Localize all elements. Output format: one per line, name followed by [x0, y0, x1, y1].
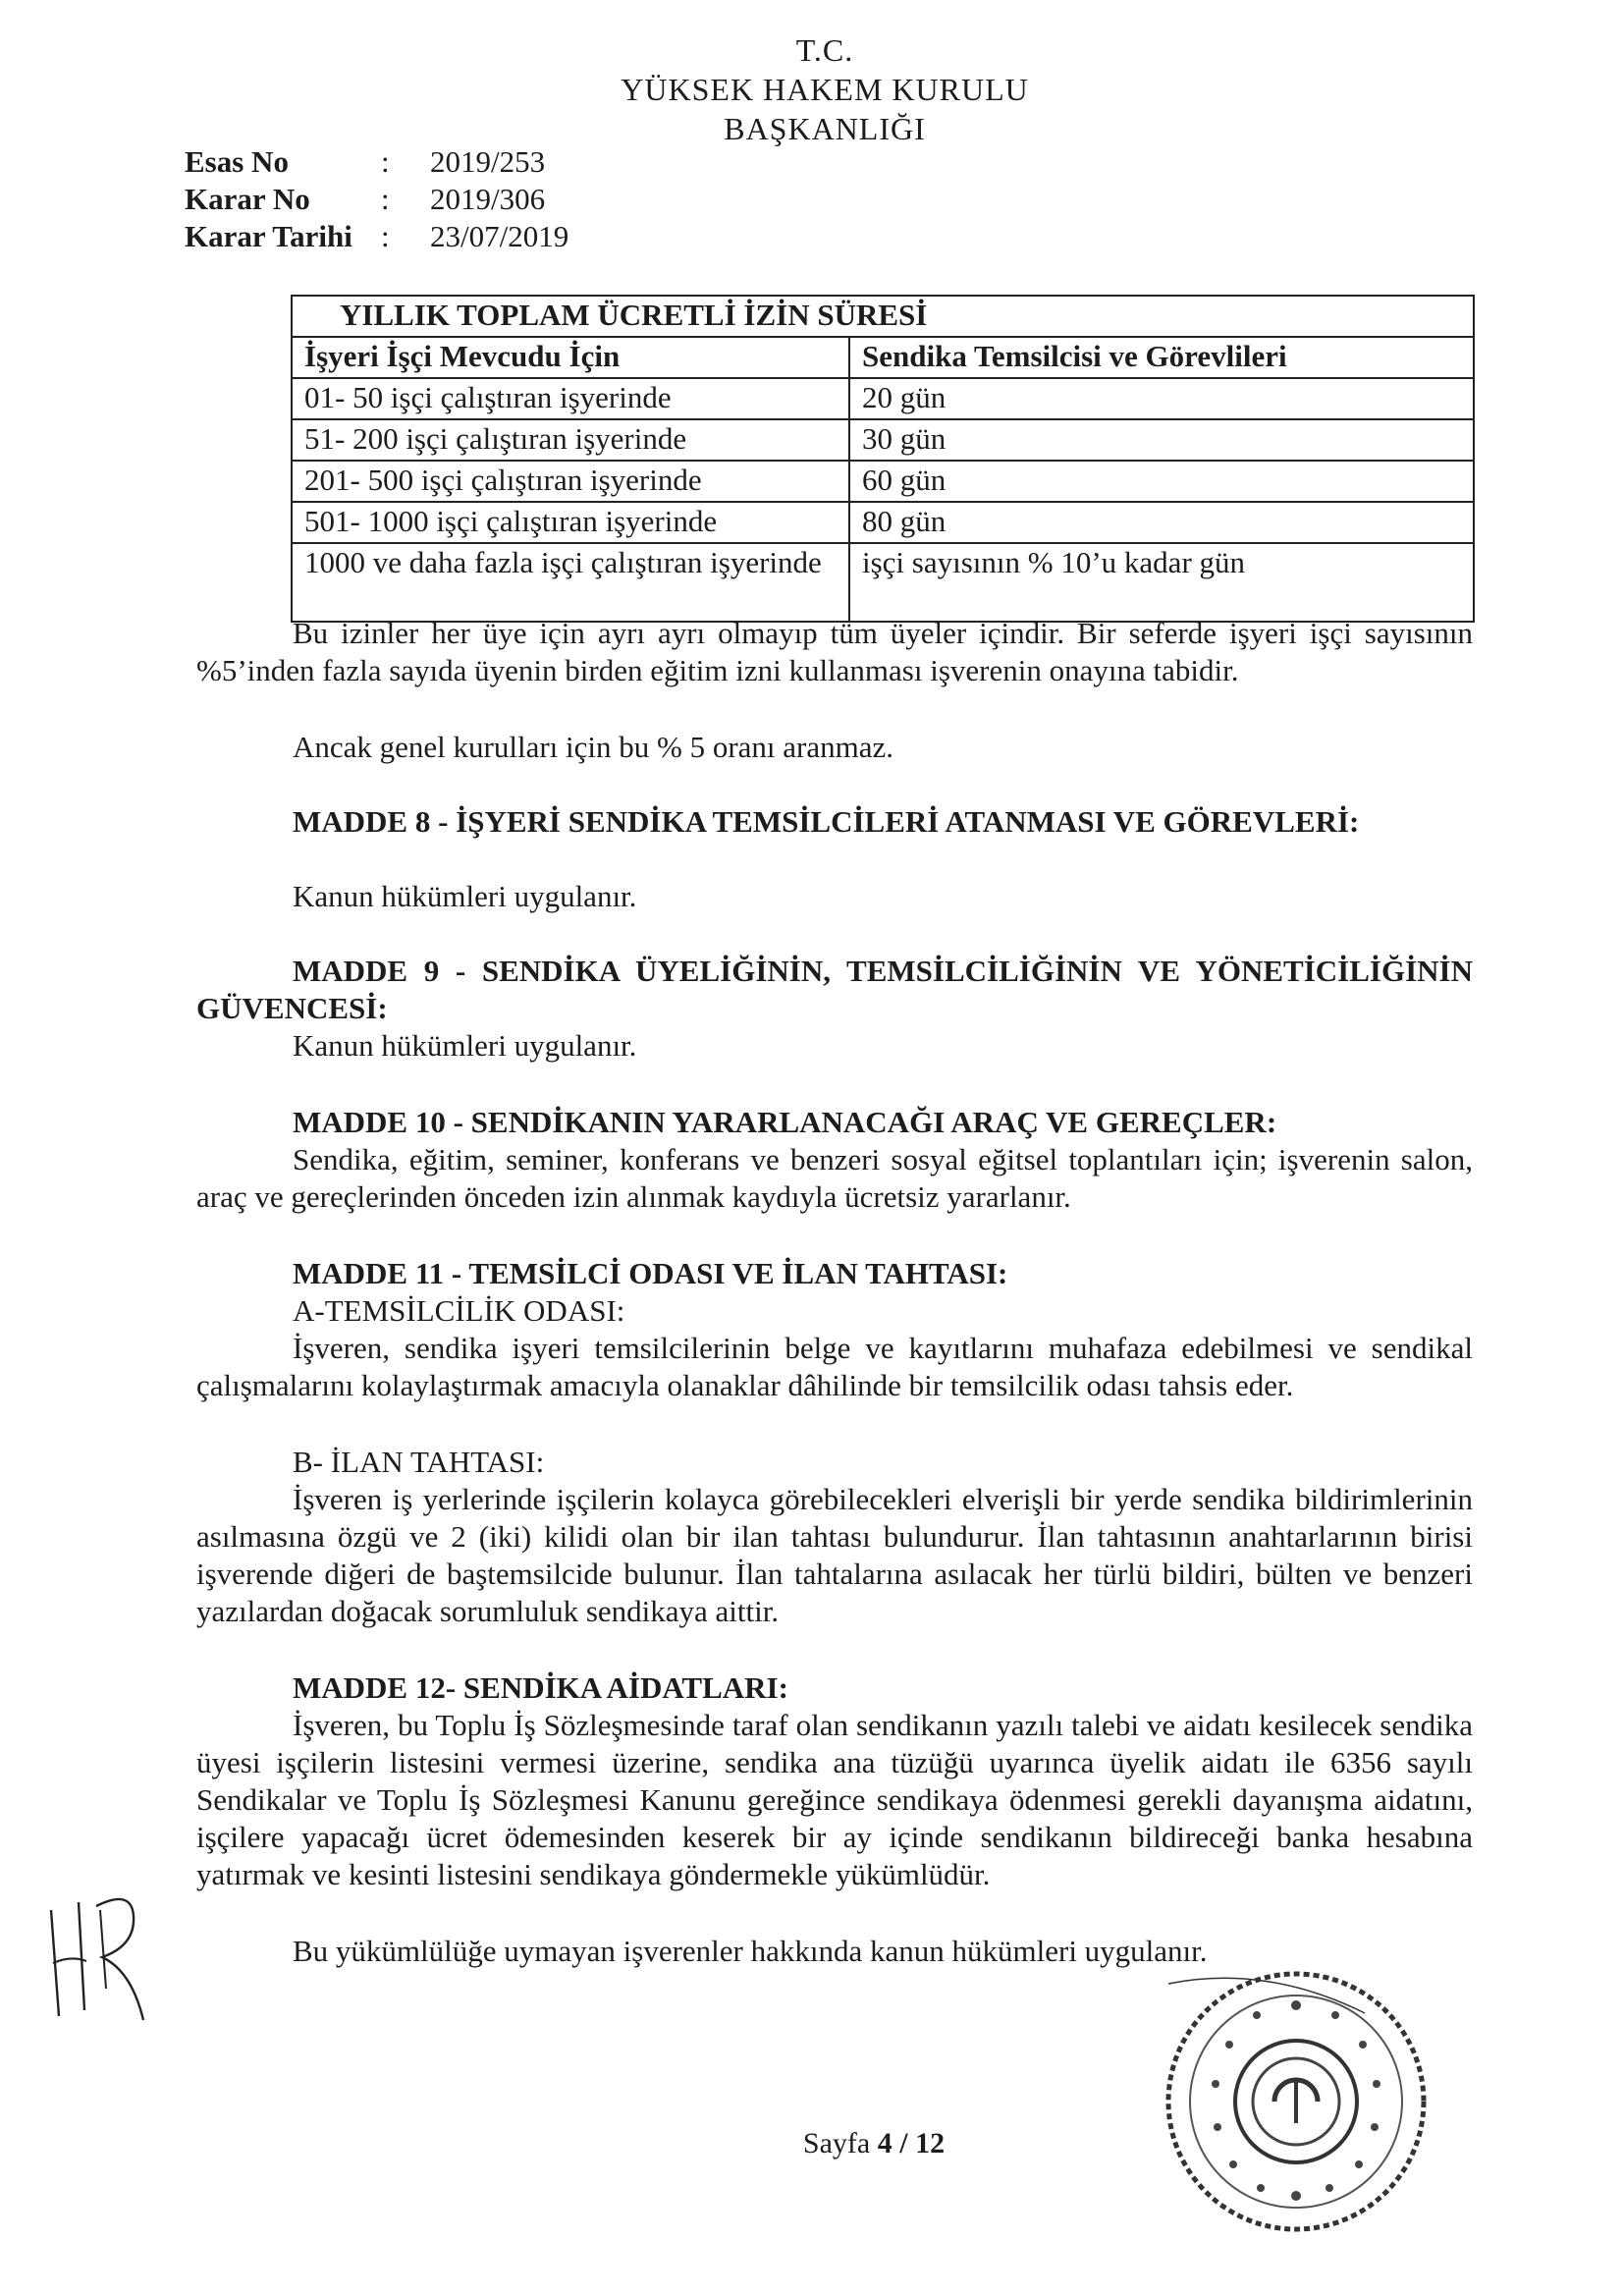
page-current: 4	[877, 2127, 893, 2159]
meta-sep: :	[381, 219, 390, 253]
madde12-title: MADDE 12- SENDİKA AİDATLARI:	[293, 1670, 788, 1705]
meta-key: Esas No	[185, 144, 289, 179]
header-department: BAŞKANLIĞI	[724, 111, 926, 146]
meta-sep: :	[381, 182, 390, 216]
table-cell: 01- 50 işçi çalıştıran işyerinde	[292, 378, 849, 419]
madde12-body: İşveren, bu Toplu İş Sözleşmesinde taraf olan sendikanın yazılı talebi ve aidatı kesilecek sendika üyesi işçilerin listesini vermesi üzerine, sendika ana tüzüğü uyarınca üyelik aidatı ile 6356 sayılı Sendikalar ve Toplu İş Sözleşmesi Kanunu gereğince sendikaya ödenmesi gerekli dayanışma aidatını, işçilere yapacağı ücret ödemesinden keserek bir ay içinde sendikanın bildireceği banka hesabına yatırmak ve kesinti listesini sendikaya göndermekle yükümlüdür.	[196, 1708, 1473, 1891]
table-cell: 80 gün	[849, 502, 1474, 543]
meta-value: 2019/253	[430, 144, 546, 179]
page-number	[687, 2125, 1060, 2162]
table-header-row	[292, 337, 1474, 378]
page-prefix: Sayfa	[802, 2127, 878, 2159]
table-cell: 51- 200 işçi çalıştıran işyerinde	[292, 419, 849, 461]
madde12-closing: Bu yükümlülüğe uymayan işverenler hakkında kanun hükümleri uygulanır.	[293, 1934, 1208, 1968]
meta-key: Karar Tarihi	[185, 219, 352, 253]
madde10-title: MADDE 10 - SENDİKANIN YARARLANACAĞI ARAÇ VE GEREÇLER:	[293, 1105, 1277, 1139]
table-row	[292, 419, 1474, 461]
madde11-title: MADDE 11 - TEMSİLCİ ODASI VE İLAN TAHTASI:	[293, 1256, 1008, 1290]
header-institution: YÜKSEK HAKEM KURULU	[621, 72, 1029, 107]
madde11-body-b: İşveren iş yerlerinde işçilerin kolayca görebilecekleri elverişli bir yerde sendika bildirimlerinin asılmasına özgü ve 2 (iki) kilidi olan bir ilan tahtası bulundurur. İlan tahtasının anahtarlarının birisi işverende diğeri de baştemsilcide bulunur. İlan tahtalarına asılacak her türlü bildiri, bülten ve benzeri yazılardan doğacak sorumluluk sendikaya aittir.	[196, 1482, 1473, 1628]
paragraph-izin: Bu izinler her üye için ayrı ayrı olmayıp tüm üyeler içindir. Bir seferde işyeri işçi sayısının %5’inden fazla sayıda üyenin birden eğitim izni kullanması işverenin onayına tabidir.	[196, 616, 1473, 687]
meta-value: 23/07/2019	[430, 219, 569, 253]
table-col2-header: Sendika Temsilcisi ve Görevlileri	[849, 337, 1474, 378]
table-cell: 1000 ve daha fazla işçi çalıştıran işyerinde	[292, 543, 849, 622]
leave-table	[291, 295, 1475, 623]
madde9-body: Kanun hükümleri uygulanır.	[293, 1028, 637, 1063]
table-cell: işçi sayısının % 10’u kadar gün	[849, 543, 1474, 622]
madde9-title: MADDE 9 - SENDİKA ÜYELİĞİNİN, TEMSİLCİLİĞİNİN VE YÖNETİCİLİĞİNİN GÜVENCESİ:	[196, 954, 1473, 1025]
meta-sep: :	[381, 144, 390, 179]
header-tc: T.C.	[795, 32, 854, 68]
madde11-subtitle-a: A-TEMSİLCİLİK ODASI:	[293, 1293, 625, 1328]
meta-key: Karar No	[185, 182, 310, 216]
page-sep: /	[892, 2127, 916, 2159]
table-row	[292, 543, 1474, 622]
table-row	[292, 502, 1474, 543]
table-cell: 201- 500 işçi çalıştıran işyerinde	[292, 461, 849, 502]
meta-esas-no	[185, 143, 636, 181]
page-total: 12	[915, 2127, 946, 2159]
table-cell: 501- 1000 işçi çalıştıran işyerinde	[292, 502, 849, 543]
table-col1-header: İşyeri İşçi Mevcudu İçin	[292, 337, 849, 378]
table-row	[292, 378, 1474, 419]
table-cell: 20 gün	[849, 378, 1474, 419]
paragraph-genel-kurul: Ancak genel kurulları için bu % 5 oranı aranmaz.	[293, 730, 894, 764]
meta-value: 2019/306	[430, 182, 546, 216]
meta-karar-tarihi	[185, 218, 636, 255]
table-title-row	[292, 296, 1474, 337]
meta-karar-no	[185, 181, 636, 218]
table-title: YILLIK TOPLAM ÜCRETLİ İZİN SÜRESİ	[292, 296, 1474, 337]
madde11-subtitle-b: B- İLAN TAHTASI:	[293, 1445, 545, 1479]
madde10-body: Sendika, eğitim, seminer, konferans ve benzeri sosyal eğitsel toplantıları için; işverenin salon, araç ve gereçlerinden önceden izin alınmak kaydıyla ücretsiz yararlanır.	[196, 1142, 1473, 1214]
madde11-body-a: İşveren, sendika işyeri temsilcilerinin belge ve kayıtlarını muhafaza edebilmesi ve sendikal çalışmalarını kolaylaştırmak amacıyla olanaklar dâhilinde bir temsilcilik odası tahsis eder.	[196, 1331, 1473, 1402]
official-seal-stamp	[1149, 1954, 1443, 2249]
table-cell: 30 gün	[849, 419, 1474, 461]
handwritten-initials-signature	[37, 1881, 175, 2028]
madde8-title: MADDE 8 - İŞYERİ SENDİKA TEMSİLCİLERİ ATANMASI VE GÖREVLERİ:	[293, 804, 1360, 839]
madde8-body: Kanun hükümleri uygulanır.	[293, 879, 637, 913]
table-cell: 60 gün	[849, 461, 1474, 502]
table-row	[292, 461, 1474, 502]
